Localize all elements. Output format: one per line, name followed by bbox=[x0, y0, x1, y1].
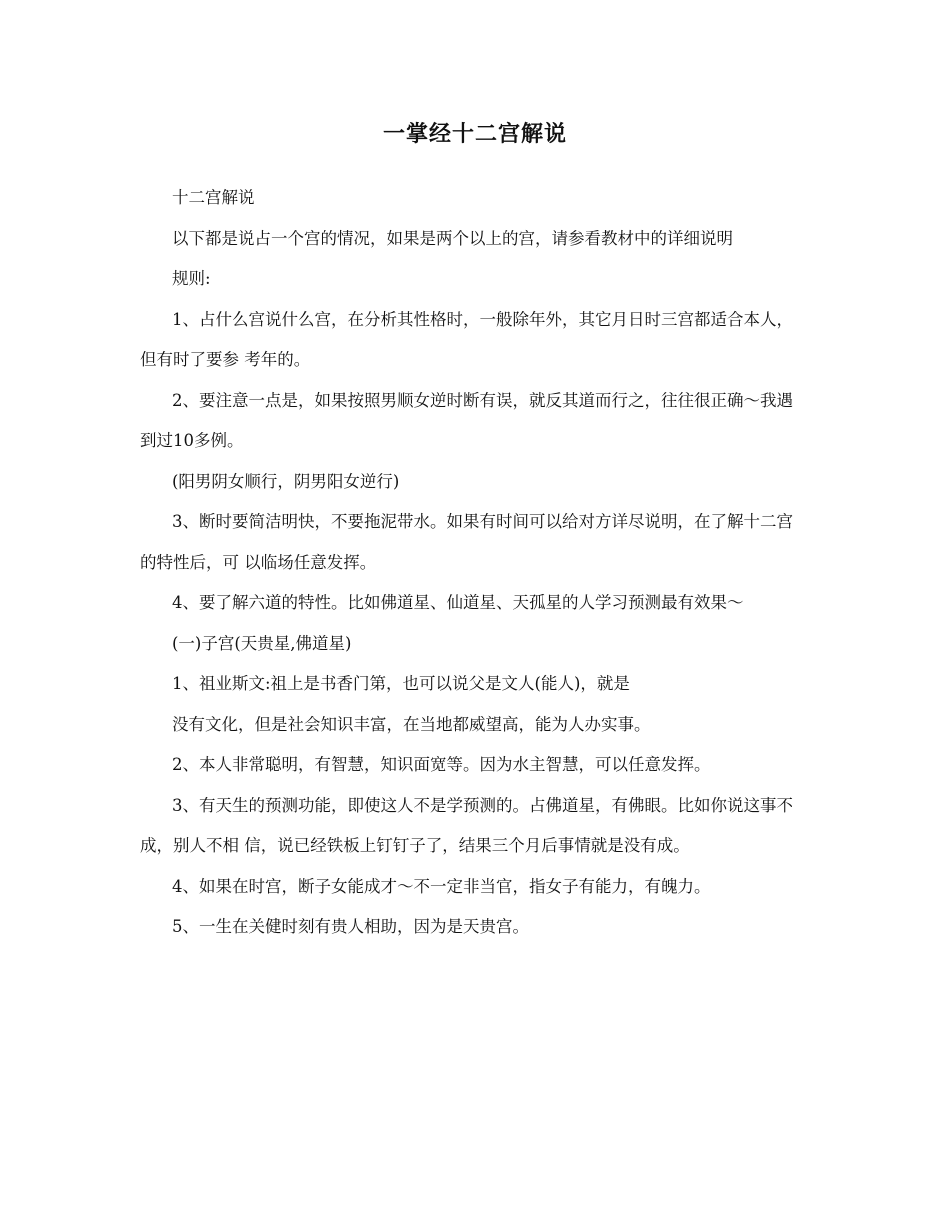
paragraph: 2、要注意一点是，如果按照男顺女逆时断有误，就反其道而行之，往往很正确～我遇到过10多例。 bbox=[140, 390, 793, 450]
paragraph: 4、如果在时宫，断子女能成才～不一定非当官，指女子有能力，有魄力。 bbox=[172, 876, 711, 896]
paragraph: 规则: bbox=[172, 269, 211, 288]
document-body bbox=[140, 178, 808, 948]
paragraph: 1、占什么宫说什么宫，在分析其性格时，一般除年外，其它月日时三宫都适合本人，但有时了要参 考年的。 bbox=[140, 309, 793, 369]
paragraph: 5、一生在关健时刻有贵人相助，因为是天贵宫。 bbox=[172, 917, 529, 936]
paragraph: 3、有天生的预测功能，即使这人不是学预测的。占佛道星，有佛眼。比如你说这事不成，别人不相 信，说已经铁板上钉钉子了，结果三个月后事情就是没有成。 bbox=[140, 795, 793, 855]
paragraph: 1、祖业斯文:祖上是书香门第，也可以说父是文人(能人)，就是 bbox=[172, 674, 630, 693]
page-title: 一掌经十二宫解说 bbox=[382, 121, 567, 147]
paragraph: 2、本人非常聪明，有智慧，知识面宽等。因为水主智慧，可以任意发挥。 bbox=[172, 755, 711, 774]
paragraph: 4、要了解六道的特性。比如佛道星、仙道星、天孤星的人学习预测最有效果～ bbox=[172, 593, 744, 612]
paragraph: 3、断时要简洁明快，不要拖泥带水。如果有时间可以给对方详尽说明，在了解十二宫的特性后，可 以临场任意发挥。 bbox=[140, 512, 793, 572]
paragraph: 没有文化，但是社会知识丰富，在当地都威望高，能为人办实事。 bbox=[172, 714, 651, 734]
paragraph: 十二宫解说 bbox=[172, 188, 255, 207]
paragraph: (阳男阴女顺行，阴男阳女逆行) bbox=[172, 471, 400, 491]
paragraph: 以下都是说占一个宫的情况，如果是两个以上的宫，请参看教材中的详细说明 bbox=[172, 228, 733, 248]
section-heading: (一)子宫(天贵星,佛道星) bbox=[172, 633, 352, 653]
